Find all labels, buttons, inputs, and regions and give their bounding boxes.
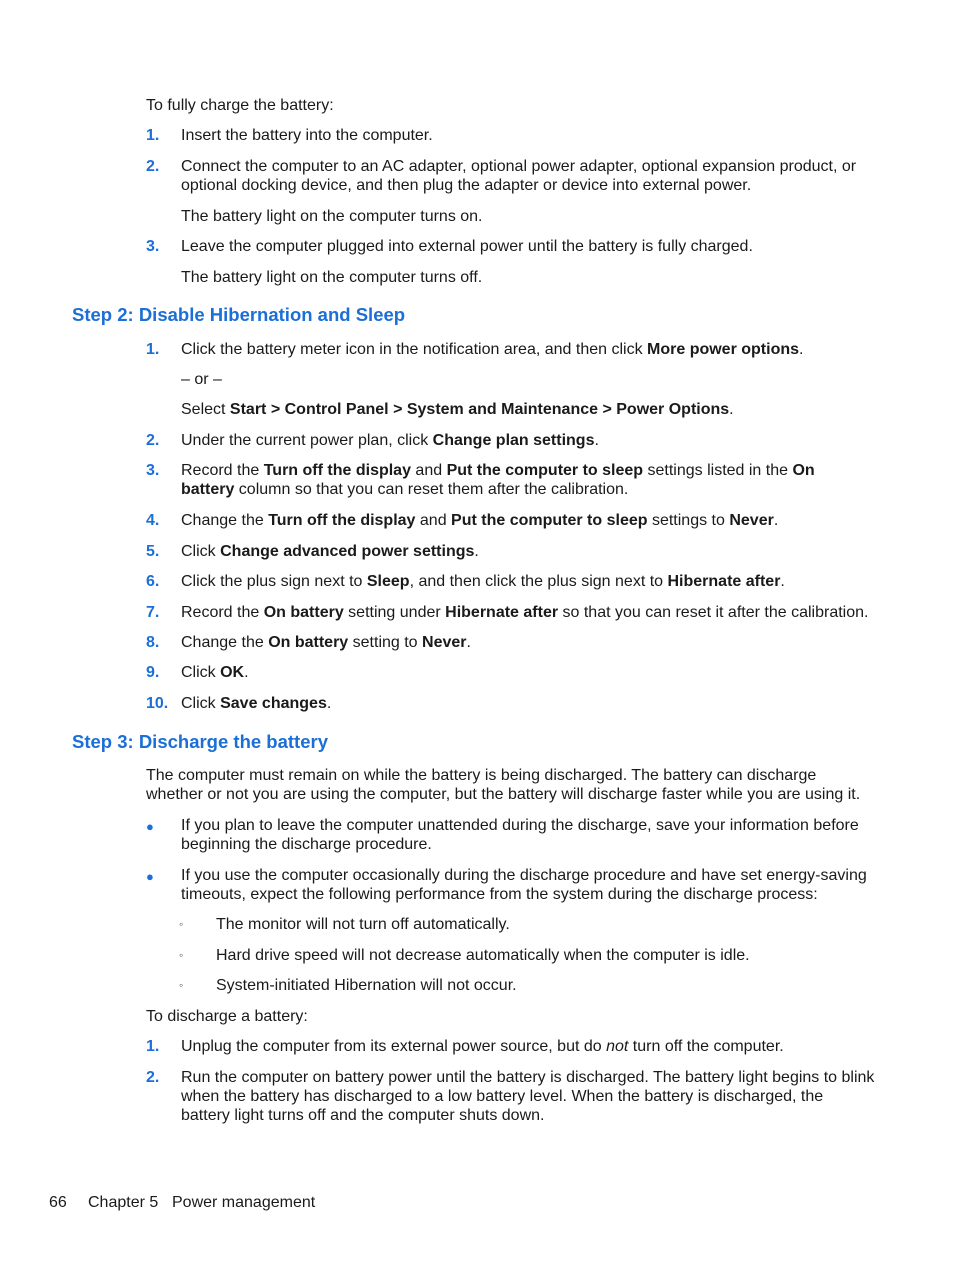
step-text: Change the On battery setting to Never. [181, 634, 471, 651]
step-text: Unplug the computer from its external power source, but do not turn off the computer. [181, 1038, 784, 1055]
bullet-text: If you plan to leave the computer unattended during the discharge, save your information before beginning the discharge procedure. [181, 817, 859, 853]
sub-bullet-icon: ◦ [179, 948, 184, 962]
step-text: Click the plus sign next to Sleep, and then click the plus sign next to Hibernate after. [181, 573, 785, 590]
step-number: 3. [146, 462, 160, 479]
step-text: Record the Turn off the display and Put the computer to sleep settings listed in the On battery column so that you can reset them after the calibration. [181, 462, 815, 498]
step-number: 1. [146, 341, 160, 358]
step-text: Click Save changes. [181, 695, 332, 712]
step-text: Change the Turn off the display and Put the computer to sleep settings to Never. [181, 512, 779, 529]
step-text: Insert the battery into the computer. [181, 127, 433, 144]
step-number: 9. [146, 664, 160, 681]
step-number: 5. [146, 543, 160, 560]
page-number: 66 [49, 1194, 67, 1211]
bullet-icon: ● [146, 869, 154, 884]
section-heading-step2: Step 2: Disable Hibernation and Sleep [72, 304, 406, 325]
step-number: 2. [146, 158, 160, 175]
sub-bullet-icon: ◦ [179, 978, 184, 992]
or-separator: – or – [181, 371, 222, 388]
chapter-label: Chapter 5 [88, 1194, 159, 1211]
step-number: 7. [146, 604, 160, 621]
step-number: 8. [146, 634, 160, 651]
sub-bullet-text: Hard drive speed will not decrease automatically when the computer is idle. [216, 947, 750, 964]
bullet-text: If you use the computer occasionally during the discharge procedure and have set energy-saving timeouts, expect the following performance from the system during the discharge process: [181, 867, 867, 903]
step-number: 6. [146, 573, 160, 590]
discharge-intro: To discharge a battery: [146, 1008, 308, 1025]
sub-bullet-text: The monitor will not turn off automatically. [216, 916, 510, 933]
sub-bullet-text: System-initiated Hibernation will not occur. [216, 977, 517, 994]
section-heading-step3: Step 3: Discharge the battery [72, 731, 328, 752]
step-number: 4. [146, 512, 160, 529]
step-number: 2. [146, 1069, 160, 1086]
step-text: Record the On battery setting under Hibernate after so that you can reset it after the calibration. [181, 604, 869, 621]
step-number: 2. [146, 432, 160, 449]
select-path-text: Select Start > Control Panel > System and Maintenance > Power Options. [181, 401, 734, 418]
step-text: Click OK. [181, 664, 249, 681]
discharge-paragraph: The computer must remain on while the battery is being discharged. The battery can discharge whether or not you are using the computer, but the battery will discharge faster while you are using it. [146, 767, 861, 803]
chapter-title: Power management [172, 1194, 316, 1211]
step-number: 1. [146, 1038, 160, 1055]
step-text: Click Change advanced power settings. [181, 543, 479, 560]
step-note: The battery light on the computer turns on. [181, 208, 483, 225]
step-text: Run the computer on battery power until the battery is discharged. The battery light begins to blink when the battery has discharged to a low battery level. When the battery is discharged, the battery light turns off and the computer shuts down. [181, 1069, 875, 1124]
sub-bullet-icon: ◦ [179, 917, 184, 931]
step-number: 1. [146, 127, 160, 144]
bullet-icon: ● [146, 819, 154, 834]
step-text: Click the battery meter icon in the notification area, and then click More power options. [181, 341, 804, 358]
step-number: 10. [146, 695, 169, 712]
intro-text: To fully charge the battery: [146, 97, 334, 114]
step-text: Under the current power plan, click Change plan settings. [181, 432, 599, 449]
step-text: Connect the computer to an AC adapter, optional power adapter, optional expansion product, or optional docking device, and then plug the adapter or device into external power. [181, 158, 857, 194]
step-note: The battery light on the computer turns off. [181, 269, 483, 286]
step-text: Leave the computer plugged into external power until the battery is fully charged. [181, 238, 753, 255]
step-number: 3. [146, 238, 160, 255]
